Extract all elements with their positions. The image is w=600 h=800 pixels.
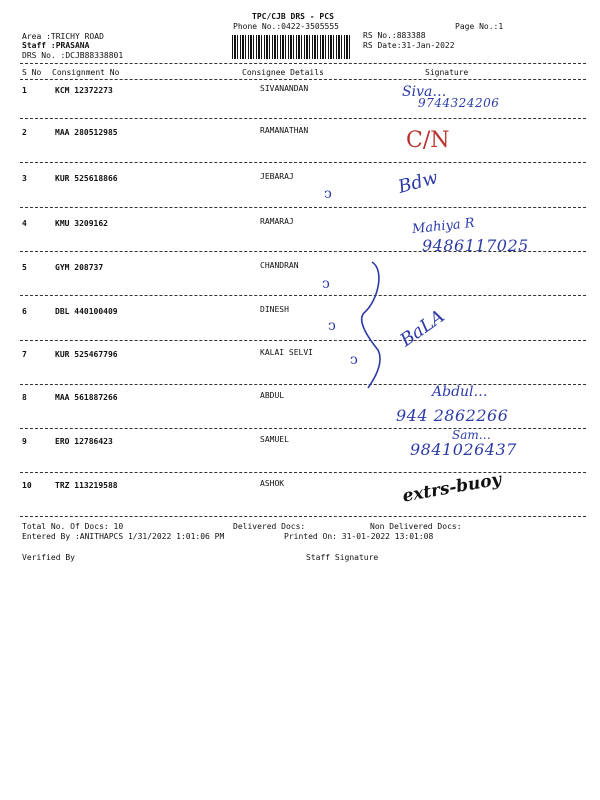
- column-signature: Signature: [425, 68, 469, 77]
- handwritten-mark: ↄ: [322, 276, 330, 292]
- row-consignment: ERO 12786423: [55, 437, 113, 446]
- row-consignment: TRZ 113219588: [55, 481, 118, 490]
- column-consignee: Consignee Details: [242, 68, 324, 77]
- row-consignee: ABDUL: [260, 391, 285, 400]
- handwritten-note: C/N: [406, 128, 450, 153]
- row-consignee: ASHOK: [260, 479, 285, 488]
- row-sno: 9: [22, 437, 27, 446]
- phone-number: Phone No.:0422-3505555: [233, 22, 339, 31]
- area-field: Area :TRICHY ROAD: [22, 32, 104, 41]
- row-consignee: RAMARAJ: [260, 217, 294, 226]
- non-delivered-docs: Non Delivered Docs:: [370, 522, 462, 531]
- rs-number: RS No.:883388: [363, 31, 426, 40]
- row-sno: 2: [22, 128, 27, 137]
- row-sno: 8: [22, 393, 27, 402]
- row-consignee: KALAI SELVI: [260, 348, 313, 357]
- signature-scribble: BaLA: [396, 305, 449, 352]
- row-consignment: KMU 3209162: [55, 219, 108, 228]
- delivered-docs: Delivered Docs:: [233, 522, 306, 531]
- row-sno: 6: [22, 307, 27, 316]
- row-consignee: SIVANANDAN: [260, 84, 309, 93]
- handwritten-mark: ↄ: [328, 318, 336, 334]
- signature-scribble: Sam…: [452, 428, 491, 442]
- drs-number: DRS No. :DCJB88338801: [22, 51, 124, 60]
- signature-scribble: Siva…: [402, 84, 447, 100]
- handwritten-phone: 9744324206: [418, 96, 500, 110]
- signature-scribble: Bdw: [395, 167, 441, 198]
- row-consignee: DINESH: [260, 305, 289, 314]
- row-sno: 1: [22, 86, 27, 95]
- row-consignment: MAA 280512985: [55, 128, 118, 137]
- row-consignee: JEBARAJ: [260, 172, 294, 181]
- row-consignee: RAMANATHAN: [260, 126, 309, 135]
- handwritten-phone: 9486117025: [422, 236, 529, 255]
- total-docs: Total No. Of Docs: 10: [22, 522, 124, 531]
- document-title: TPC/CJB DRS - PCS: [252, 12, 334, 21]
- row-consignment: KUR 525618866: [55, 174, 118, 183]
- row-consignment: DBL 440100409: [55, 307, 118, 316]
- printed-on: Printed On: 31-01-2022 13:01:08: [284, 532, 434, 541]
- staff-field: Staff :PRASANA: [22, 41, 90, 50]
- verified-by: Verified By: [22, 553, 75, 562]
- signature-scribble: extrs-buoy: [401, 469, 503, 507]
- row-consignment: KCM 12372273: [55, 86, 113, 95]
- row-sno: 3: [22, 174, 27, 183]
- handwritten-mark: ↄ: [324, 186, 332, 202]
- handwritten-phone: 9841026437: [410, 440, 517, 459]
- column-sno: S No: [22, 68, 42, 77]
- page-number: Page No.:1: [455, 22, 504, 31]
- row-sno: 10: [22, 481, 32, 490]
- row-consignee: CHANDRAN: [260, 261, 299, 270]
- signature-scribble: Abdul…: [432, 384, 488, 400]
- row-consignee: SAMUEL: [260, 435, 289, 444]
- row-consignment: GYM 208737: [55, 263, 104, 272]
- handwritten-phone: 944 2862266: [396, 406, 509, 425]
- row-sno: 5: [22, 263, 27, 272]
- staff-signature: Staff Signature: [306, 553, 379, 562]
- column-consignment: Consignment No: [52, 68, 120, 77]
- handwritten-mark: ↄ: [350, 352, 358, 368]
- entered-by: Entered By :ANITHAPCS 1/31/2022 1:01:06 PM: [22, 532, 225, 541]
- handwritten-name: Mahiya R: [411, 215, 476, 238]
- row-consignment: MAA 561887266: [55, 393, 118, 402]
- row-sno: 4: [22, 219, 27, 228]
- rs-date: RS Date:31-Jan-2022: [363, 41, 455, 50]
- row-sno: 7: [22, 350, 27, 359]
- row-consignment: KUR 525467796: [55, 350, 118, 359]
